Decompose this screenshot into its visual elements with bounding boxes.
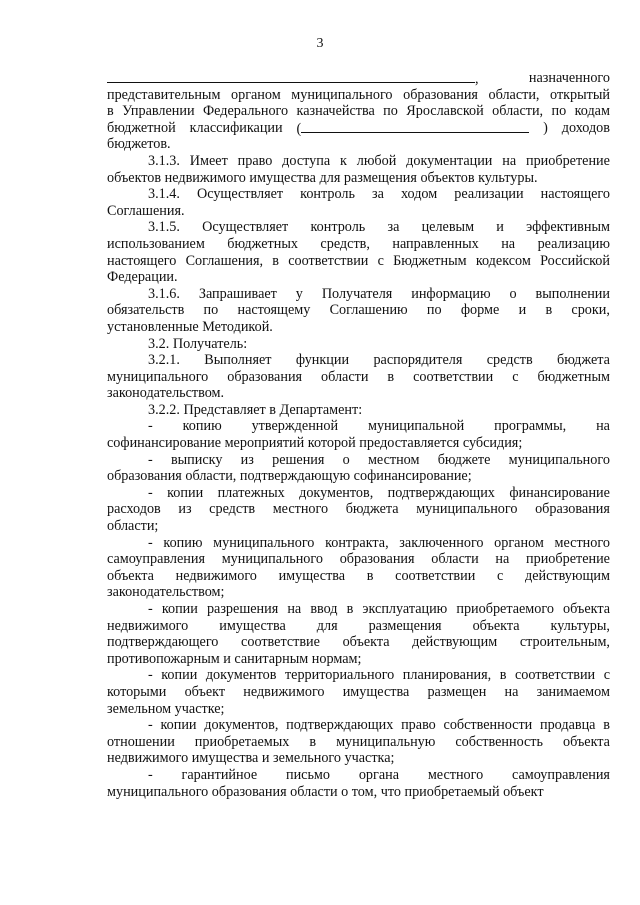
paragraph-line: 3.2. Получатель:: [148, 335, 248, 352]
paragraph-line: настоящего Соглашения, в соответствии с Бюджетным кодексом Российской: [107, 252, 610, 269]
paragraph-line: 3.1.6. Запрашивает у Получателя информацию о выполнении: [148, 285, 610, 302]
paragraph-line: - копии документов территориального планирования, в соответствии с: [148, 667, 610, 684]
paragraph-line: образования области, подтверждающую софинансирование;: [107, 468, 472, 485]
paragraph-line: бюджетной классификации ( ) доходов: [107, 119, 610, 137]
paragraph-line: самоуправления муниципального образования области на приобретение: [107, 551, 610, 568]
document-body: [107, 70, 610, 800]
paragraph-line: отношении приобретаемых в муниципальную собственность объекта: [107, 733, 610, 750]
paragraph-line: - выписку из решения о местном бюджете муниципального: [148, 451, 610, 468]
paragraph-line: 3.1.3. Имеет право доступа к любой документации на приобретение: [148, 152, 610, 169]
paragraph-line: которыми объект недвижимого имущества размещен на занимаемом: [107, 683, 610, 700]
paragraph-line: , назначенного: [107, 70, 610, 87]
paragraph-line: законодательством;: [107, 584, 225, 601]
paragraph-line: - копии документов, подтверждающих право собственности продавца в: [148, 717, 610, 734]
paragraph-line: - копию муниципального контракта, заключенного органом местного: [148, 534, 610, 551]
paragraph-line: 3.1.5. Осуществляет контроль за целевым и эффективным: [148, 219, 610, 236]
fill-in-blank: [301, 120, 529, 133]
paragraph-line: расходов из средств местного бюджета муниципального образования: [107, 501, 610, 518]
paragraph-line: 3.2.2. Представляет в Департамент:: [148, 401, 363, 418]
paragraph-line: области;: [107, 518, 159, 535]
paragraph-line: муниципального образования области о том, что приобретаемый объект: [107, 783, 544, 800]
paragraph-line: софинансирование мероприятий которой предоставляется субсидия;: [107, 435, 523, 452]
paragraph-line: использованием бюджетных средств, направленных на реализацию: [107, 235, 610, 252]
paragraph-line: обязательств по настоящему Соглашению по форме и в сроки,: [107, 302, 610, 319]
paragraph-line: законодательством.: [107, 385, 225, 402]
paragraph-line: 3.2.1. Выполняет функции распорядителя средств бюджета: [148, 352, 610, 369]
paragraph-line: - копии разрешения на ввод в эксплуатацию приобретаемого объекта: [148, 601, 610, 617]
paragraph-line: представительным органом муниципального образования области, открытый: [107, 86, 610, 103]
paragraph-line: недвижимого имущества и земельного участка;: [107, 750, 395, 767]
paragraph-line: Федерации.: [107, 269, 178, 286]
paragraph-line: противопожарным и санитарным нормам;: [107, 650, 362, 667]
paragraph-line: земельном участке;: [107, 700, 225, 717]
paragraph-line: - копию утвержденной муниципальной программы, на: [148, 418, 610, 435]
paragraph-line: бюджетов.: [107, 136, 171, 153]
paragraph-line: Соглашения.: [107, 202, 185, 219]
page-number: 3: [316, 36, 324, 51]
paragraph-line: подтверждающего соответствие объекта действующим строительным,: [107, 634, 610, 651]
paragraph-line: недвижимого имущества для размещения объекта культуры,: [107, 617, 610, 634]
paragraph-line: - гарантийное письмо органа местного самоуправления: [148, 766, 610, 783]
paragraph-line: объекта недвижимого имущества в соответствии с действующим: [107, 567, 610, 584]
paragraph-line: муниципального образования области в соответствии с бюджетным: [107, 368, 610, 385]
paragraph-line: - копии платежных документов, подтверждающих финансирование: [148, 484, 610, 501]
paragraph-line: установленные Методикой.: [107, 318, 273, 335]
paragraph-line: 3.1.4. Осуществляет контроль за ходом реализации настоящего: [148, 186, 610, 203]
fill-in-blank: [107, 70, 475, 83]
paragraph-line: объектов недвижимого имущества для размещения объектов культуры.: [107, 169, 538, 186]
paragraph-line: в Управлении Федерального казначейства по Ярославской области, по кодам: [107, 103, 610, 120]
